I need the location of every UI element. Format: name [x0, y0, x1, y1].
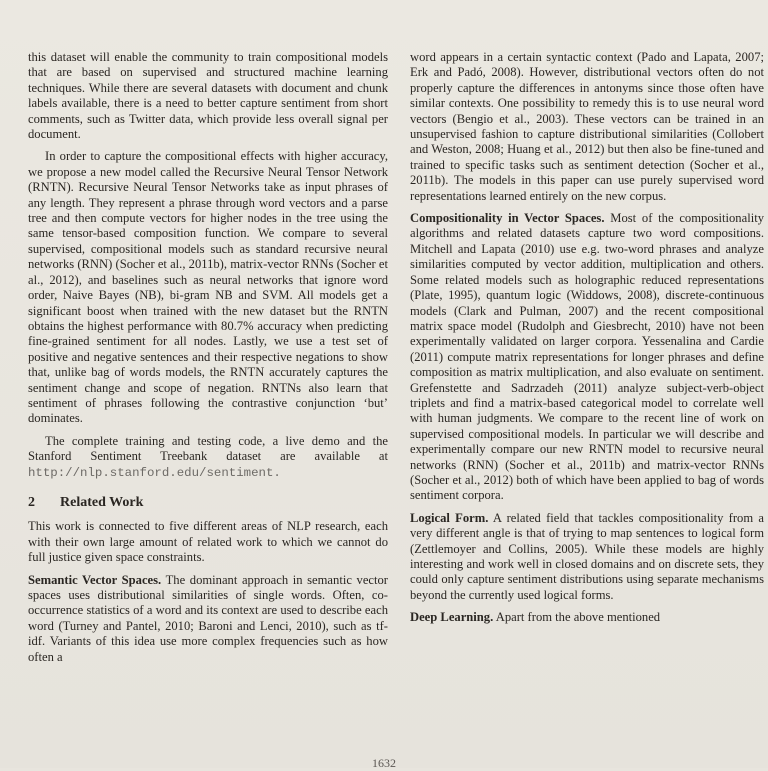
logical-form-text: A related field that tackles compositionality from a very different angle is that of trying to map sentences to logical form (Zettlemoyer and Collins, 2005). While these models are highly interesting and work well in closed domains and on discrete sets, they could only capture sentiment distributions using separate mechanisms beyond the currently used logical forms.: [410, 510, 764, 602]
word-vectors-paragraph: word appears in a certain syntactic context (Pado and Lapata, 2007; Erk and Padó, 2008). However, distributional vectors often do not properly capture the differences in antonyms since those often have similar contexts. One possibility to remedy this is to use neural word vectors (Bengio et al., 2003). These vectors can be trained in an unsupervised fashion to capture distributional similarities (Collobert and Weston, 2008; Huang et al., 2012) but then also be fine-tuned and trained to specific tasks such as sentiment detection (Socher et al., 2011b). The models in this paper can use purely supervised word representations learned entirely on the new corpus.: [410, 50, 764, 203]
section-number: 2: [28, 494, 35, 510]
deep-learning-paragraph: [410, 610, 764, 625]
code-availability-text: The complete training and testing code, a live demo and the Stanford Sentiment Treebank dataset are available at: [28, 433, 388, 464]
semantic-vector-spaces-paragraph: [28, 573, 388, 665]
compositionality-text: Most of the compositionality algorithms and related datasets capture two word compositions. Mitchell and Lapata (2010) use e.g. two-word phrases and analyze similarities computed by vector addition, multiplication and others. Some related models such as holographic reduced representations (Plate, 1995), quantum logic (Widdows, 2008), discrete-continuous models (Clark and Pulman, 2007) and the recent compositional matrix space model (Rudolph and Giesbrecht, 2010) have not been experimentally validated on larger corpora. Yessenalina and Cardie (2011) compute matrix representations for longer phrases and define composition as matrix multiplication, and also evaluate on sentiment. Grefenstette and Sadrzadeh (2011) analyze subject-verb-object triplets and find a matrix-based categorical model to correlate well with human judgments. We compare to the recent line of work on supervised compositional models. In particular we will describe and experimentally compare our new RNTN model to recursive neural networks (RNN) (Socher et al., 2011b) and matrix-vector RNNs (Socher et al., 2012) both of which have been applied to bag of words sentiment corpora.: [410, 211, 764, 503]
semantic-vector-spaces-heading: Semantic Vector Spaces.: [28, 572, 162, 587]
sentiment-url-link[interactable]: http://nlp.stanford.edu/sentiment.: [28, 465, 281, 480]
section-title: Related Work: [60, 494, 144, 510]
related-work-intro: This work is connected to five different areas of NLP research, each with their own large amount of related work to which we cannot do full justice given space constraints.: [28, 519, 388, 565]
section-heading: [28, 495, 388, 510]
page-number: 1632: [372, 756, 396, 770]
semantic-vector-spaces-text: The dominant approach in semantic vector spaces uses distributional similarities of single words. Often, co-occurrence statistics of a word and its context are used to describe each word (Turney and Pantel, 2010; Baroni and Lenci, 2010), such as tf-idf. Variants of this idea use more complex frequencies such as how often a: [28, 572, 388, 664]
deep-learning-heading: Deep Learning.: [410, 610, 494, 625]
deep-learning-text: Apart from the above mentioned: [495, 610, 661, 625]
intro-paragraph-end: this dataset will enable the community to train compositional models that are based on supervised and structured machine learning techniques. While there are several datasets with document and chunk labels available, there is a need to better capture sentiment from short comments, such as Twitter data, which provide less overall signal per document.: [28, 50, 388, 142]
code-availability-paragraph: [28, 434, 388, 481]
compositionality-paragraph: [410, 211, 764, 504]
left-column: [28, 50, 388, 672]
rntn-paragraph: In order to capture the compositional effects with higher accuracy, we propose a new model called the Recursive Neural Tensor Network (RNTN). Recursive Neural Tensor Networks take as input phrases of any length. They represent a phrase through word vectors and a parse tree and then compute vectors for higher nodes in the tree using the same tensor-based composition function. We compare to several supervised, compositional models such as standard recursive neural networks (RNN) (Socher et al., 2011b), matrix-vector RNNs (Socher et al., 2012), and baselines such as neural networks that ignore word order, Naive Bayes (NB), bi-gram NB and SVM. All models get a significant boost when trained with the new dataset but the RNTN obtains the highest performance with 80.7% accuracy when predicting fine-grained sentiment for all nodes. Lastly, we use a test set of positive and negative sentences and their respective negations to show that, unlike bag of words models, the RNTN accurately captures the sentiment change and scope of negation. RNTNs also learn that sentiment of phrases following the contrastive conjunction ‘but’ dominates.: [28, 149, 388, 426]
compositionality-heading: Compositionality in Vector Spaces.: [410, 211, 605, 226]
right-column: [410, 50, 764, 633]
logical-form-heading: Logical Form.: [410, 510, 489, 525]
logical-form-paragraph: [410, 511, 764, 603]
